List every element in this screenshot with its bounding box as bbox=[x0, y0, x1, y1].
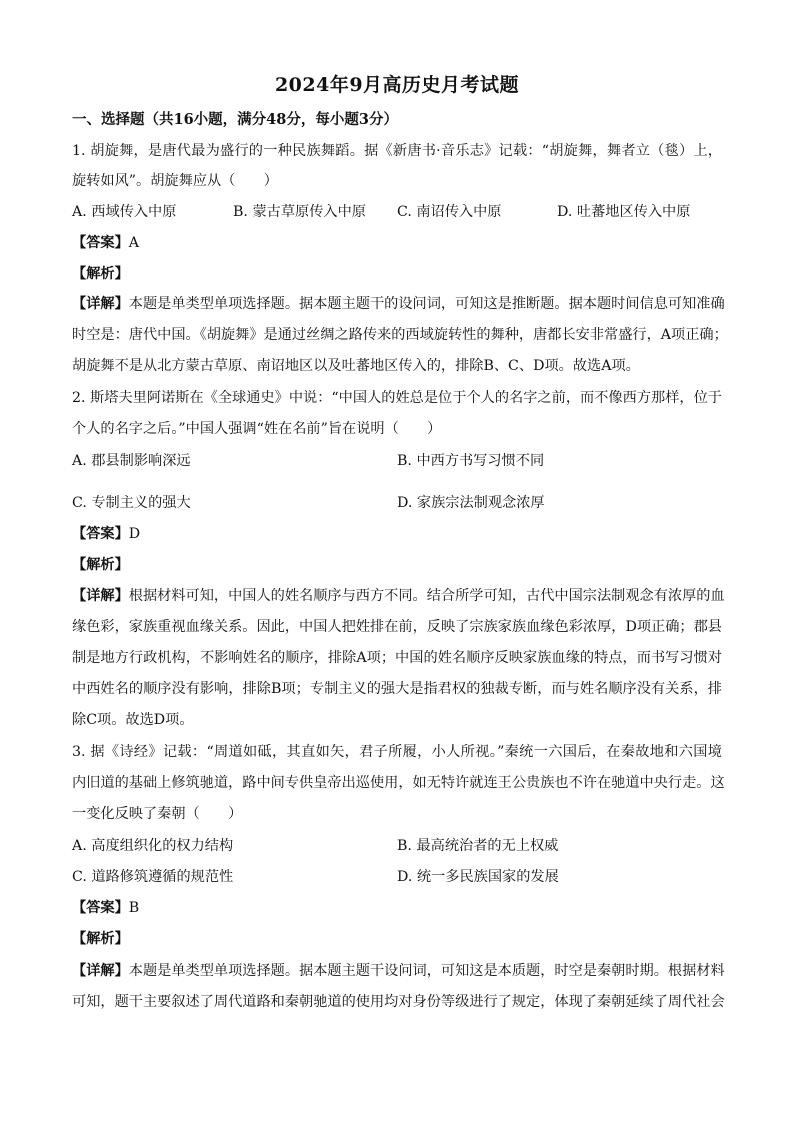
q1-option-a: A. 西域传入中原 bbox=[72, 204, 177, 220]
q1-option-c: C. 南诏传入中原 bbox=[397, 204, 502, 220]
answer-tag: 【答案】 bbox=[72, 900, 129, 916]
answer-tag: 【答案】 bbox=[72, 235, 129, 251]
q2-option-d: D. 家族宗法制观念浓厚 bbox=[397, 495, 545, 511]
detail-tag: 【详解】 bbox=[72, 588, 129, 604]
q2-detail-line-5: 除C项。故选D项。 bbox=[72, 712, 194, 728]
q3-detail-line-1 bbox=[72, 961, 725, 981]
q2-analysis-tag: 【解析】 bbox=[72, 557, 129, 573]
q1-answer bbox=[72, 233, 722, 253]
answer-tag: 【答案】 bbox=[72, 526, 129, 542]
q1-detail-line-1 bbox=[72, 294, 725, 314]
q3-stem-line-2: 内旧道的基础上修筑驰道，路中间专供皇帝出巡使用，如无特许就连王公贵族也不许在驰道中央行走。这 bbox=[72, 775, 725, 791]
detail-text: 根据材料可知，中国人的姓名顺序与西方不同。结合所学可知，古代中国宗法制观念有浓厚的血 bbox=[128, 588, 725, 604]
detail-tag: 【详解】 bbox=[72, 963, 129, 979]
section-heading: 一、选择题（共16小题，满分48分，每小题3分） bbox=[72, 111, 398, 128]
q3-analysis-tag: 【解析】 bbox=[72, 931, 129, 947]
q1-detail-line-3: 胡旋舞不是从北方蒙古草原、南诏地区以及吐蕃地区传入的，排除B、C、D项。故选A项。 bbox=[72, 358, 640, 374]
answer-value: A bbox=[128, 235, 140, 251]
q2-detail-line-2: 缘色彩，家族重视血缘关系。因此，中国人把姓排在前，反映了宗族家族血缘色彩浓厚，D项正确；郡县 bbox=[72, 619, 722, 635]
q2-answer bbox=[72, 524, 722, 544]
q2-detail-line-4: 中西姓名的顺序没有影响，排除B项；专制主义的强大是指君权的独裁专断，而与姓名顺序没有关系，排 bbox=[72, 681, 722, 697]
detail-text: 本题是单类型单项选择题。据本题主题干设问词，可知这是本质题，时空是秦朝时期。根据材料 bbox=[128, 963, 725, 979]
q3-detail-line-2: 可知，题干主要叙述了周代道路和秦朝驰道的使用均对身份等级进行了规定，体现了秦朝延续了周代社会 bbox=[72, 994, 725, 1010]
q3-option-d: D. 统一多民族国家的发展 bbox=[397, 869, 559, 885]
detail-text: 本题是单类型单项选择题。据本题主题干的设问词，可知这是推断题。据本题时间信息可知准确 bbox=[128, 296, 725, 312]
q2-detail-line-1 bbox=[72, 586, 725, 606]
detail-tag: 【详解】 bbox=[72, 296, 129, 312]
q1-stem-line-1: 1. 胡旋舞，是唐代最为盛行的一种民族舞蹈。据《新唐书·音乐志》记载：“胡旋舞，舞者立（毯）上， bbox=[72, 143, 722, 159]
answer-value: B bbox=[128, 900, 140, 916]
answer-value: D bbox=[128, 526, 141, 542]
q3-option-a: A. 高度组织化的权力结构 bbox=[72, 838, 234, 854]
q3-stem-line-1: 3. 据《诗经》记载：“周道如砥，其直如矢，君子所履，小人所视。”秦统一六国后，在秦故地和六国境 bbox=[72, 744, 722, 760]
q1-detail-line-2: 时空是：唐代中国。《胡旋舞》是通过丝绸之路传来的西域旋转性的舞种，唐都长安非常盛行，A项正确； bbox=[72, 327, 728, 343]
q1-option-b: B. 蒙古草原传入中原 bbox=[233, 204, 366, 220]
q1-stem-line-2: 旋转如风”。胡旋舞应从（ ） bbox=[72, 173, 278, 189]
q3-option-c: C. 道路修筑遵循的规范性 bbox=[72, 869, 234, 885]
q2-option-c: C. 专制主义的强大 bbox=[72, 495, 191, 511]
q2-detail-line-3: 制是地方行政机构，不影响姓名的顺序，排除A项；中国的姓名顺序反映家族血缘的特点，而书写习惯对 bbox=[72, 650, 722, 666]
q2-stem-line-1: 2. 斯塔夫里阿诺斯在《全球通史》中说：“中国人的姓总是位于个人的名字之前，而不像西方那样，位于 bbox=[72, 390, 722, 406]
q2-stem-line-2: 个人的名字之后。”中国人强调“姓在名前”旨在说明（ ） bbox=[72, 421, 442, 437]
q1-analysis-tag: 【解析】 bbox=[72, 266, 129, 282]
page-title: 2024年9月高历史月考试题 bbox=[274, 74, 520, 96]
q2-option-a: A. 郡县制影响深远 bbox=[72, 453, 191, 469]
q1-option-d: D. 吐蕃地区传入中原 bbox=[557, 204, 691, 220]
q3-stem-line-3: 一变化反映了秦朝（ ） bbox=[72, 806, 243, 822]
q3-option-b: B. 最高统治者的无上权威 bbox=[397, 838, 559, 854]
q2-option-b: B. 中西方书写习惯不同 bbox=[397, 453, 545, 469]
q3-answer bbox=[72, 898, 722, 918]
